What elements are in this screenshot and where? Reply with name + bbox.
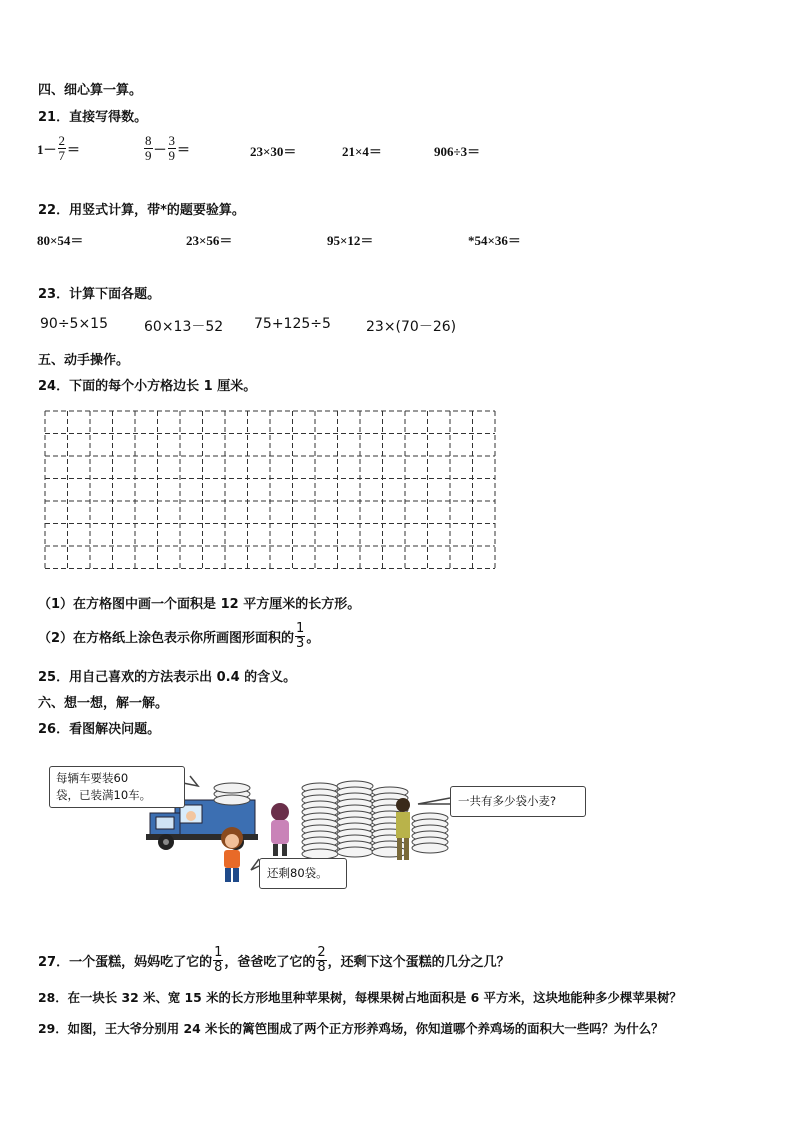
q21-expr-4: 21×4＝ <box>342 144 382 159</box>
q21-expr-3: 23×30＝ <box>250 144 297 159</box>
q21-expr-5: 906÷3＝ <box>434 144 481 159</box>
fraction-numerator: 2 <box>317 944 326 960</box>
q21-e1-fraction <box>58 134 67 163</box>
q21-expr-2 <box>143 131 190 165</box>
boy-icon <box>221 827 243 882</box>
q21-e2-fraction-2 <box>168 134 177 163</box>
q26-label: 26．看图解决问题。 <box>38 722 161 737</box>
fraction-numerator: 3 <box>168 132 176 148</box>
section-6-title: 六、想一想，解一解。 <box>38 696 169 711</box>
section-4-title: 四、细心算一算。 <box>38 83 143 98</box>
bubble-question: 一共有多少袋小麦? <box>450 786 586 817</box>
q27-part-b: ，爸爸吃了它的 <box>224 954 316 970</box>
q21-e2-fraction-1 <box>144 134 153 163</box>
q24-part-2-text: （2）在方格纸上涂色表示你所画图形面积的 <box>38 630 295 646</box>
q21-e2-op: － <box>153 141 167 157</box>
q27-fraction-1 <box>213 946 223 975</box>
q27-text <box>38 942 510 978</box>
q23-label: 23．计算下面各题。 <box>38 287 161 302</box>
q23-item-3: 75+125÷5 <box>254 316 331 332</box>
q21-e1-pre: 1－ <box>37 141 57 157</box>
q22-item-3: 95×12＝ <box>327 233 374 248</box>
fraction-denominator: 9 <box>145 147 152 163</box>
fraction-denominator: 9 <box>168 147 176 163</box>
sack-icon <box>412 843 448 853</box>
fraction-numerator: 2 <box>58 132 66 148</box>
q21-e2-post: ＝ <box>177 141 191 157</box>
fraction-denominator: 8 <box>317 959 326 975</box>
q22-label: 22．用竖式计算，带*的题要验算。 <box>38 203 245 218</box>
bubble-truck <box>49 766 185 808</box>
bubble-remaining: 还剩80袋。 <box>259 858 347 889</box>
q23-item-1: 90÷5×15 <box>40 316 108 332</box>
bubble-truck-line-2: 袋，已装满10车。 <box>56 788 152 802</box>
q24-part-1: （1）在方格图中画一个面积是 12 平方厘米的长方形。 <box>38 597 361 612</box>
q24-label: 24．下面的每个小方格边长 1 厘米。 <box>38 379 257 394</box>
q23-item-2: 60×13－52 <box>144 319 224 335</box>
q24-part-2 <box>38 619 319 653</box>
q25-label: 25．用自己喜欢的方法表示出 0.4 的含义。 <box>38 670 297 685</box>
q24-part-2-fraction <box>295 622 305 651</box>
fraction-denominator: 3 <box>296 635 305 651</box>
q23-item-4: 23×(70－26) <box>366 319 457 335</box>
dashed-grid <box>44 410 497 572</box>
q21-e1-post: ＝ <box>67 141 81 157</box>
fraction-numerator: 1 <box>214 944 223 960</box>
sack-icon <box>337 847 373 857</box>
fraction-denominator: 8 <box>214 959 223 975</box>
bubble-truck-line-1: 每辆车要装60 <box>56 771 129 785</box>
q27-part-a: 27．一个蛋糕，妈妈吃了它的 <box>38 954 213 970</box>
q29-text: 29．如图，王大爷分别用 24 米长的篱笆围成了两个正方形养鸡场，你知道哪个养鸡场的面积大一些吗？为什么？ <box>38 1021 664 1036</box>
q21-expr-1 <box>37 131 80 165</box>
q24-part-2-end: 。 <box>306 630 320 646</box>
fraction-numerator: 1 <box>296 620 305 636</box>
q22-item-2: 23×56＝ <box>186 233 233 248</box>
q27-part-c: ，还剩下这个蛋糕的几分之几？ <box>327 954 510 970</box>
section-5-title: 五、动手操作。 <box>38 353 130 368</box>
q22-item-1: 80×54＝ <box>37 233 84 248</box>
q21-label: 21．直接写得数。 <box>38 110 148 125</box>
fraction-denominator: 7 <box>58 147 66 163</box>
fraction-numerator: 8 <box>145 132 152 148</box>
q28-text: 28．在一块长 32 米、宽 15 米的长方形地里种苹果树，每棵果树占地面积是 6 平方米，这块地能种多少棵苹果树？ <box>38 990 682 1005</box>
q27-fraction-2 <box>316 946 326 975</box>
girl-icon <box>271 803 289 856</box>
q22-item-4: *54×36＝ <box>468 233 521 248</box>
sack-icon <box>372 847 408 857</box>
